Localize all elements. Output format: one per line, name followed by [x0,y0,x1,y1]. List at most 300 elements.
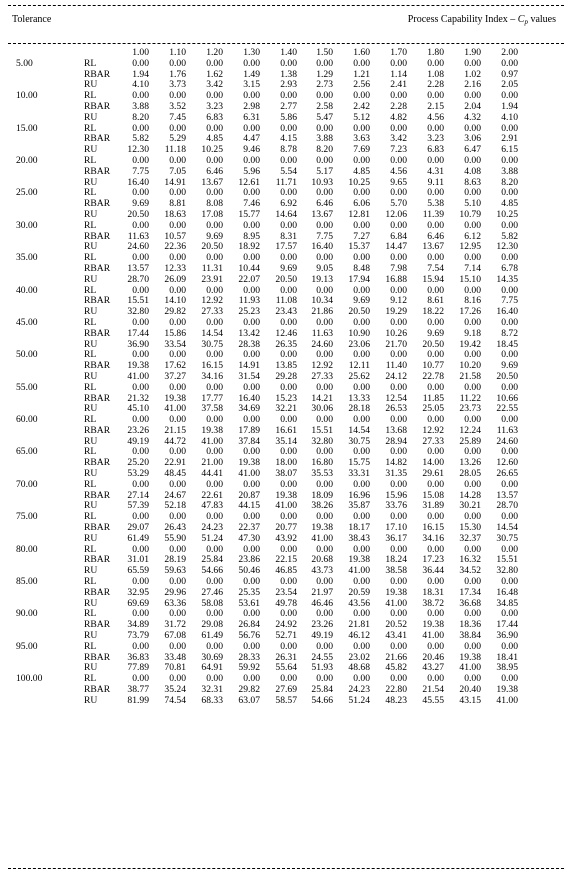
value-cell: 31.01 [127,554,149,566]
value-cell: 10.34 [311,295,333,307]
value-cell: 0.00 [206,90,223,102]
value-cell: 30.75 [348,435,370,447]
value-cell: 0.00 [243,154,260,166]
value-cell: 20.87 [238,489,260,501]
table-row [0,113,572,124]
value-cell: 0.00 [464,349,481,361]
value-cell: 19.38 [459,651,481,663]
value-cell: 0.00 [316,122,333,134]
row-label: RL [84,608,97,620]
value-cell: 0.00 [353,511,370,523]
value-cell: 0.00 [169,57,186,69]
value-cell: 17.89 [238,424,260,436]
value-cell: 0.00 [206,381,223,393]
value-cell: 24.23 [201,522,223,534]
value-cell: 0.00 [280,640,297,652]
value-cell: 1.02 [464,68,481,80]
value-cell: 0.00 [427,252,444,264]
value-cell: 0.97 [501,68,518,80]
tolerance-value: 70.00 [16,478,38,490]
value-cell: 22.07 [238,273,260,285]
value-cell: 1.94 [501,100,518,112]
value-cell: 22.15 [275,554,297,566]
value-cell: 10.57 [164,230,186,242]
value-cell: 0.00 [427,576,444,588]
value-cell: 0.00 [206,187,223,199]
value-cell: 26.84 [238,619,260,631]
value-cell: 20.59 [348,586,370,598]
value-cell: 0.00 [427,284,444,296]
row-label: RL [84,511,97,523]
value-cell: 12.81 [348,208,370,220]
value-cell: 20.46 [422,651,444,663]
value-cell: 18.24 [385,554,407,566]
row-label: RU [84,338,98,350]
row-label: RU [84,306,98,318]
value-cell: 48.23 [385,694,407,706]
value-cell: 2.05 [501,79,518,91]
value-cell: 2.93 [280,79,297,91]
value-cell: 20.50 [275,273,297,285]
value-cell: 6.15 [501,144,518,156]
value-cell: 37.84 [238,435,260,447]
value-cell: 0.00 [501,381,518,393]
value-cell: 15.86 [164,327,186,339]
row-label: RBAR [84,424,111,436]
tolerance-value: 95.00 [16,640,38,652]
value-cell: 32.37 [459,532,481,544]
value-cell: 31.72 [164,619,186,631]
value-cell: 0.00 [132,187,149,199]
value-cell: 8.08 [206,198,223,210]
value-cell: 63.36 [164,597,186,609]
value-cell: 41.00 [496,694,518,706]
value-cell: 0.00 [280,576,297,588]
value-cell: 19.38 [385,586,407,598]
value-cell: 38.72 [422,597,444,609]
value-cell: 7.98 [390,262,407,274]
value-cell: 8.78 [280,144,297,156]
row-label: RL [84,640,97,652]
value-cell: 21.00 [201,457,223,469]
value-cell: 5.82 [501,230,518,242]
value-cell: 3.06 [464,133,481,145]
value-cell: 11.71 [275,176,297,188]
value-cell: 4.47 [243,133,260,145]
value-cell: 10.25 [496,208,518,220]
value-cell: 27.69 [275,684,297,696]
value-cell: 0.00 [132,57,149,69]
value-cell: 18.63 [164,208,186,220]
value-cell: 29.82 [238,684,260,696]
value-cell: 0.00 [243,673,260,685]
value-cell: 0.00 [206,446,223,458]
value-cell: 10.25 [201,144,223,156]
value-cell: 0.00 [390,252,407,264]
value-cell: 3.88 [132,100,149,112]
value-cell: 0.00 [280,284,297,296]
value-cell: 0.00 [316,284,333,296]
value-cell: 36.17 [385,532,407,544]
value-cell: 0.00 [206,414,223,426]
value-cell: 17.44 [127,327,149,339]
value-cell: 13.33 [348,392,370,404]
value-cell: 9.69 [501,360,518,372]
value-cell: 0.00 [243,576,260,588]
value-cell: 0.00 [169,349,186,361]
value-cell: 8.20 [132,111,149,123]
value-cell: 0.00 [243,122,260,134]
value-cell: 7.27 [353,230,370,242]
tolerance-value: 5.00 [16,57,33,69]
tolerance-value: 75.00 [16,511,38,523]
value-cell: 0.00 [316,414,333,426]
value-cell: 0.00 [464,252,481,264]
value-cell: 5.82 [132,133,149,145]
value-cell: 0.00 [132,122,149,134]
value-cell: 0.00 [353,478,370,490]
value-cell: 13.26 [459,457,481,469]
value-cell: 17.57 [275,241,297,253]
value-cell: 35.14 [275,435,297,447]
value-cell: 1.38 [280,68,297,80]
table-row [0,167,572,178]
value-cell: 58.08 [201,597,223,609]
value-cell: 5.17 [316,165,333,177]
value-cell: 8.31 [280,230,297,242]
value-cell: 19.38 [311,522,333,534]
row-label: RBAR [84,133,111,145]
value-cell: 5.12 [353,111,370,123]
value-cell: 21.66 [385,651,407,663]
value-cell: 49.19 [127,435,149,447]
value-cell: 47.30 [238,532,260,544]
tolerance-value: 25.00 [16,187,38,199]
value-cell: 28.05 [459,468,481,480]
row-label: RU [84,630,98,642]
value-cell: 2.73 [316,79,333,91]
tolerance-value: 85.00 [16,576,38,588]
value-cell: 2.16 [464,79,481,91]
value-cell: 8.63 [464,176,481,188]
value-cell: 63.07 [238,694,260,706]
value-cell: 0.00 [501,187,518,199]
capability-table [0,48,572,707]
value-cell: 0.00 [464,57,481,69]
value-cell: 0.00 [427,90,444,102]
value-cell: 10.79 [459,208,481,220]
value-cell: 0.00 [427,640,444,652]
value-cell: 27.14 [127,489,149,501]
value-cell: 9.12 [390,295,407,307]
value-cell: 58.57 [275,694,297,706]
value-cell: 5.10 [464,198,481,210]
value-cell: 6.46 [427,230,444,242]
value-cell: 5.47 [316,111,333,123]
value-cell: 22.55 [496,403,518,415]
value-cell: 19.38 [238,457,260,469]
value-cell: 9.69 [427,327,444,339]
row-label: RBAR [84,295,111,307]
value-cell: 0.00 [132,576,149,588]
row-label: RU [84,597,98,609]
value-cell: 0.00 [280,381,297,393]
value-cell: 4.56 [427,111,444,123]
value-cell: 3.42 [206,79,223,91]
value-cell: 32.80 [496,565,518,577]
value-cell: 0.00 [316,608,333,620]
value-cell: 0.00 [280,349,297,361]
value-cell: 0.00 [427,543,444,555]
value-cell: 13.67 [422,241,444,253]
value-cell: 13.57 [127,262,149,274]
value-cell: 2.15 [427,100,444,112]
value-cell: 19.38 [127,360,149,372]
value-cell: 43.27 [422,662,444,674]
value-cell: 22.91 [164,457,186,469]
value-cell: 81.99 [127,694,149,706]
value-cell: 57.39 [127,500,149,512]
value-cell: 0.00 [316,576,333,588]
value-cell: 0.00 [464,381,481,393]
tolerance-value: 20.00 [16,154,38,166]
value-cell: 27.33 [422,435,444,447]
value-cell: 34.85 [496,597,518,609]
row-label: RBAR [84,684,111,696]
value-cell: 25.84 [311,684,333,696]
value-cell: 0.00 [390,543,407,555]
value-cell: 16.40 [311,241,333,253]
value-cell: 7.05 [169,165,186,177]
value-cell: 1.14 [390,68,407,80]
value-cell: 0.00 [280,543,297,555]
value-cell: 13.67 [201,176,223,188]
row-label: RL [84,543,97,555]
value-cell: 11.85 [422,392,444,404]
value-cell: 18.92 [238,241,260,253]
value-cell: 0.00 [132,608,149,620]
value-cell: 15.94 [422,273,444,285]
value-cell: 64.91 [201,662,223,674]
value-cell: 0.00 [501,284,518,296]
value-cell: 6.83 [206,111,223,123]
value-cell: 0.00 [316,381,333,393]
value-cell: 0.00 [206,543,223,555]
value-cell: 3.52 [169,100,186,112]
value-cell: 41.00 [201,435,223,447]
table-row [0,329,572,340]
value-cell: 23.26 [127,424,149,436]
value-cell: 0.00 [316,316,333,328]
value-cell: 0.00 [169,543,186,555]
value-cell: 8.81 [169,198,186,210]
value-cell: 14.28 [459,489,481,501]
value-cell: 0.00 [243,511,260,523]
value-cell: 4.82 [390,111,407,123]
value-cell: 0.00 [169,90,186,102]
value-cell: 6.46 [316,198,333,210]
value-cell: 0.00 [169,316,186,328]
value-cell: 48.45 [164,468,186,480]
value-cell: 74.54 [164,694,186,706]
value-cell: 0.00 [390,284,407,296]
value-cell: 0.00 [316,349,333,361]
value-cell: 0.00 [353,187,370,199]
value-cell: 0.00 [390,187,407,199]
value-cell: 53.61 [238,597,260,609]
value-cell: 17.62 [164,360,186,372]
value-cell: 0.00 [390,511,407,523]
value-cell: 41.00 [348,565,370,577]
value-cell: 12.54 [385,392,407,404]
value-cell: 4.32 [464,111,481,123]
value-cell: 0.00 [501,478,518,490]
table-row [0,275,572,286]
value-cell: 2.58 [316,100,333,112]
value-cell: 4.10 [501,111,518,123]
value-cell: 73.79 [127,630,149,642]
value-cell: 0.00 [206,349,223,361]
value-cell: 23.54 [275,586,297,598]
value-cell: 20.50 [422,338,444,350]
cp-subscript: p [524,18,528,26]
value-cell: 0.00 [316,219,333,231]
value-cell: 8.48 [353,262,370,274]
value-cell: 15.30 [459,522,481,534]
value-cell: 0.00 [132,511,149,523]
value-cell: 0.00 [390,57,407,69]
value-cell: 28.38 [238,338,260,350]
value-cell: 6.06 [353,198,370,210]
value-cell: 0.00 [353,252,370,264]
value-cell: 28.70 [127,273,149,285]
row-label: RL [84,316,97,328]
value-cell: 0.00 [316,90,333,102]
value-cell: 0.00 [132,219,149,231]
value-cell: 7.75 [501,295,518,307]
row-label: RBAR [84,165,111,177]
value-cell: 26.65 [496,468,518,480]
row-label: RU [84,144,98,156]
value-cell: 8.95 [243,230,260,242]
value-cell: 70.81 [164,662,186,674]
value-cell: 5.96 [243,165,260,177]
value-cell: 17.23 [422,554,444,566]
value-cell: 0.00 [501,154,518,166]
value-cell: 0.00 [427,349,444,361]
value-cell: 38.26 [311,500,333,512]
value-cell: 14.21 [311,392,333,404]
value-cell: 34.52 [459,565,481,577]
value-cell: 13.57 [496,489,518,501]
value-cell: 44.41 [201,468,223,480]
value-cell: 26.31 [275,651,297,663]
value-cell: 19.29 [385,306,407,318]
value-cell: 33.76 [385,500,407,512]
value-cell: 0.00 [464,576,481,588]
value-cell: 16.15 [201,360,223,372]
value-cell: 0.00 [206,252,223,264]
value-cell: 33.31 [348,468,370,480]
value-cell: 18.45 [496,338,518,350]
value-cell: 28.19 [164,554,186,566]
value-cell: 0.00 [206,478,223,490]
row-label: RU [84,468,98,480]
row-label: RU [84,241,98,253]
value-cell: 32.95 [127,586,149,598]
value-cell: 18.36 [459,619,481,631]
value-cell: 20.68 [311,554,333,566]
value-cell: 53.29 [127,468,149,480]
value-cell: 1.50 [316,47,333,58]
header-dashed-rule [8,43,564,44]
value-cell: 17.08 [201,208,223,220]
value-cell: 1.80 [427,47,444,58]
value-cell: 3.63 [353,133,370,145]
value-cell: 8.72 [501,327,518,339]
value-cell: 3.15 [243,79,260,91]
value-cell: 55.90 [164,532,186,544]
value-cell: 0.00 [132,478,149,490]
value-cell: 54.66 [201,565,223,577]
value-cell: 0.00 [169,284,186,296]
value-cell: 0.00 [243,57,260,69]
value-cell: 27.46 [201,586,223,598]
value-cell: 0.00 [464,90,481,102]
cp-header-suffix: values [530,14,556,25]
value-cell: 14.91 [164,176,186,188]
value-cell: 0.00 [427,154,444,166]
value-cell: 18.22 [422,306,444,318]
value-cell: 16.88 [385,273,407,285]
value-cell: 1.60 [353,47,370,58]
value-cell: 24.67 [164,489,186,501]
value-cell: 0.00 [390,478,407,490]
value-cell: 0.00 [353,543,370,555]
value-cell: 21.81 [348,619,370,631]
value-cell: 0.00 [243,252,260,264]
value-cell: 13.67 [311,208,333,220]
row-label: RBAR [84,651,111,663]
value-cell: 0.00 [280,478,297,490]
value-cell: 1.29 [316,68,333,80]
value-cell: 46.85 [275,565,297,577]
value-cell: 0.00 [390,414,407,426]
value-cell: 23.06 [348,338,370,350]
value-cell: 16.40 [238,392,260,404]
value-cell: 6.83 [427,144,444,156]
value-cell: 0.00 [243,187,260,199]
value-cell: 25.35 [238,586,260,598]
value-cell: 45.10 [127,403,149,415]
row-label: RL [84,219,97,231]
value-cell: 34.16 [201,370,223,382]
value-cell: 0.00 [427,122,444,134]
value-cell: 33.54 [164,338,186,350]
value-cell: 0.00 [206,57,223,69]
value-cell: 27.33 [311,370,333,382]
row-label: RU [84,532,98,544]
value-cell: 25.05 [422,403,444,415]
value-cell: 0.00 [353,122,370,134]
value-cell: 0.00 [316,187,333,199]
value-cell: 32.80 [311,435,333,447]
value-cell: 36.90 [496,630,518,642]
value-cell: 6.84 [390,230,407,242]
value-cell: 12.92 [201,295,223,307]
value-cell: 3.88 [316,133,333,145]
value-cell: 0.00 [280,154,297,166]
